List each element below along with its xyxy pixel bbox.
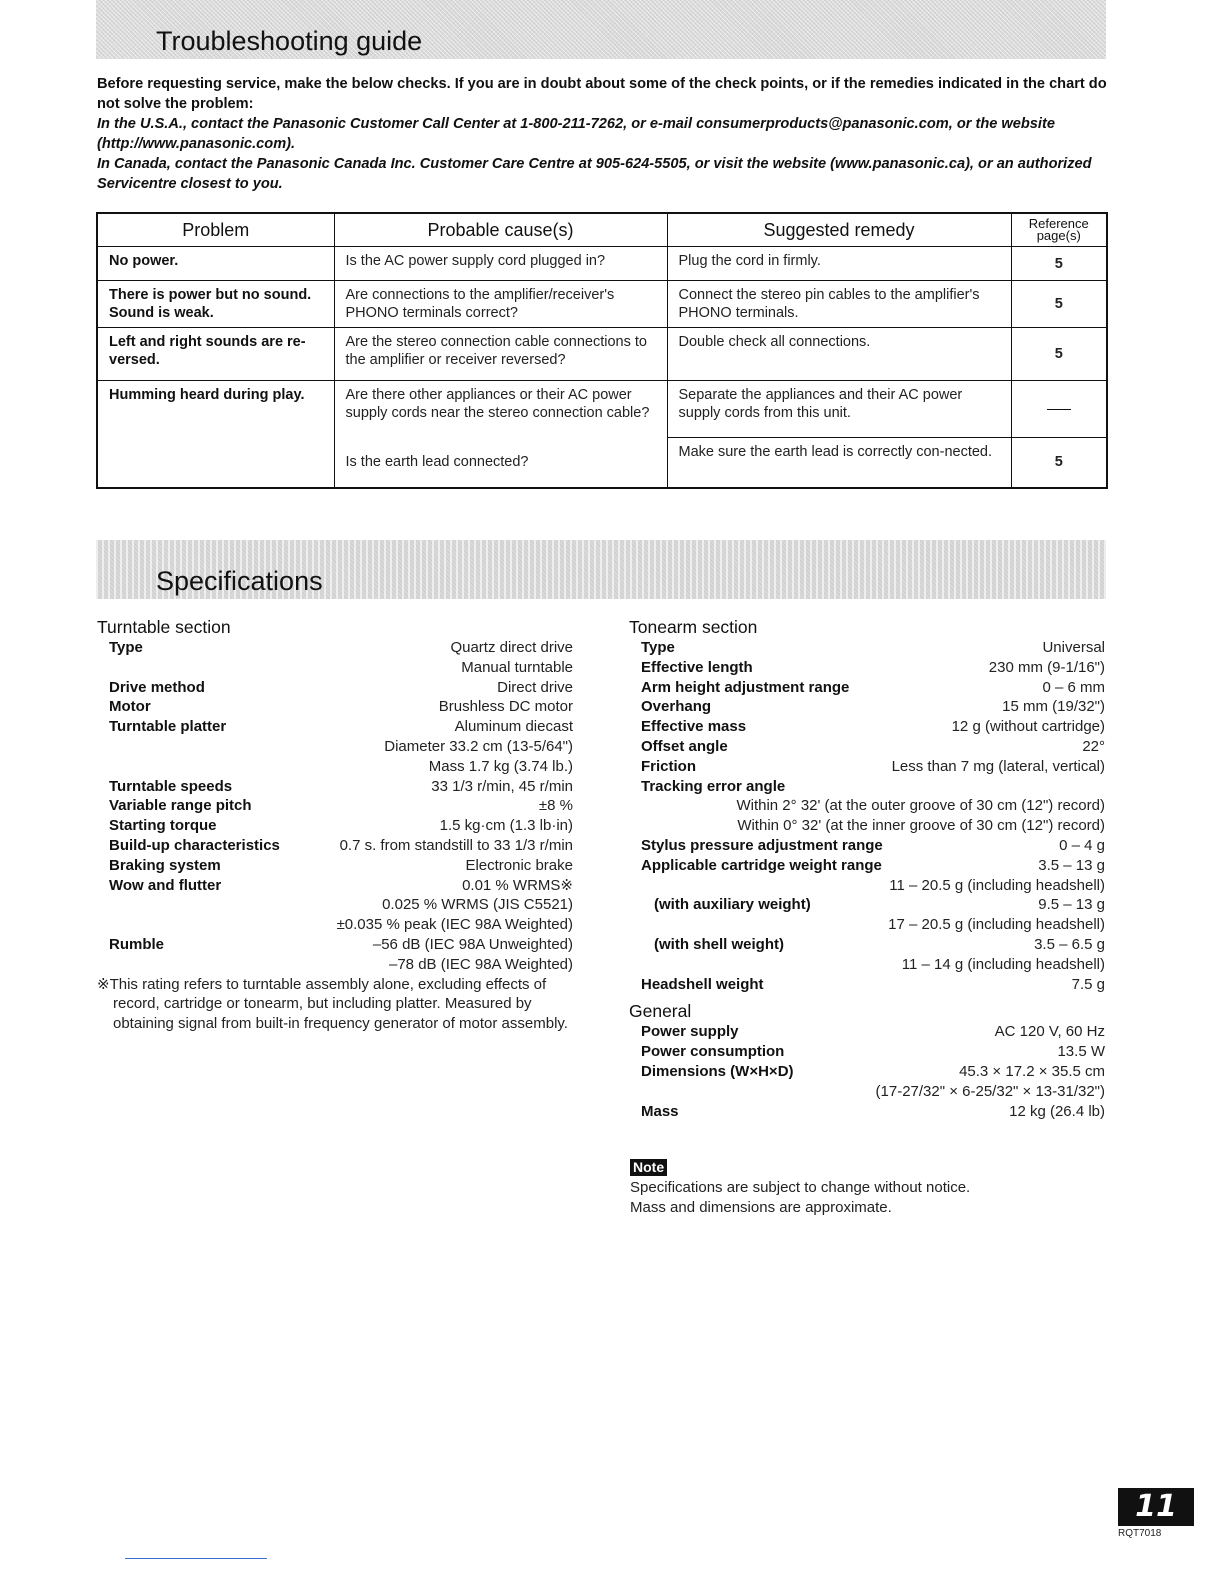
reference-cell: [1011, 381, 1107, 438]
spec-row-starting-torque: [97, 816, 573, 836]
spec-row-braking-system: [97, 856, 573, 876]
specifications-title: Specifications: [156, 566, 323, 596]
spec-value: 0.025 % WRMS (JIS C5521): [382, 896, 573, 914]
spec-row-turntable-speeds: [97, 777, 573, 797]
spec-row-turntable-platter: [97, 717, 573, 737]
cause-cell: Is the earth lead connected?: [334, 438, 667, 488]
troubleshooting-title: Troubleshooting guide: [156, 26, 423, 56]
spec-value: Quartz direct drive: [450, 639, 573, 656]
spec-label: Applicable cartridge weight range: [641, 856, 882, 874]
turntable-spec-list: [97, 638, 573, 975]
note-line: Mass and dimensions are approximate.: [630, 1199, 892, 1216]
spec-label: Power consumption: [641, 1043, 785, 1061]
spec-row-power-supply: [629, 1022, 1105, 1042]
spec-value: 0 – 4 g: [1059, 836, 1105, 854]
spec-value: Diameter 33.2 cm (13-5/64"): [384, 737, 573, 755]
intro-canada-contact: In Canada, contact the Panasonic Canada Inc. Customer Care Centre at 905-624-5505, or visit the website (www.panasonic.ca), or an authorized Servicentre closest to you.: [97, 156, 1092, 192]
tonearm-heading: Tonearm section: [629, 617, 758, 637]
spec-label: Type: [641, 639, 675, 656]
spec-row-variable-range-pitch: [97, 796, 573, 816]
spec-value: 11 – 14 g (including headshell): [901, 955, 1105, 973]
spec-label: Wow and flutter: [109, 876, 222, 894]
spec-row-applicable-cartridge-weight-range: [629, 856, 1105, 876]
troubleshooting-banner: [96, 0, 1106, 59]
intro-checks: Before requesting service, make the below checks. If you are in doubt about some of the check points, or if the remedies indicated in the chart do not solve the problem:: [97, 76, 1107, 112]
spec-label: (with shell weight): [654, 935, 784, 953]
spec-label: Effective length: [641, 658, 753, 676]
tonearm-spec-list: [629, 638, 1105, 994]
general-heading: General: [629, 1001, 692, 1022]
spec-value: 1.5 kg·cm (1.3 lb·in): [439, 817, 573, 835]
spec-value: 33 1/3 r/min, 45 r/min: [431, 777, 573, 795]
spec-row-offset-angle: [629, 737, 1105, 757]
spec-label: Type: [109, 639, 143, 656]
spec-value: Within 0° 32' (at the inner groove of 30 cm (12") record): [737, 817, 1105, 835]
general-spec-list: [629, 1022, 1105, 1121]
problem-cell: No power.: [97, 247, 334, 281]
spec-label: Arm height adjustment range: [641, 678, 850, 696]
spec-row-tracking-error-angle: [629, 777, 1105, 797]
spec-value: Direct drive: [497, 678, 573, 696]
tonearm-section: [629, 616, 1105, 1121]
spec-label: Tracking error angle: [641, 777, 786, 795]
cause-cell: Are there other appliances or their AC power supply cords near the stereo connection cable?: [334, 381, 667, 438]
spec-value: 12 g (without cartridge): [951, 718, 1105, 736]
spec-label: Friction: [641, 757, 696, 775]
spec-row-dimensions-w-h-d: [629, 1062, 1105, 1082]
spec-value: 230 mm (9-1/16"): [988, 658, 1105, 676]
cause-cell: Is the AC power supply cord plugged in?: [334, 247, 667, 281]
remedy-cell: Separate the appliances and their AC power supply cords from this unit.: [667, 381, 1011, 438]
spec-row-friction: [629, 757, 1105, 777]
note-line: Specifications are subject to change without notice.: [630, 1179, 971, 1196]
table-row: [97, 281, 1107, 328]
header-remedy: Suggested remedy: [667, 213, 1011, 247]
page-number: 11: [1118, 1488, 1194, 1526]
spec-label: Drive method: [109, 678, 205, 696]
spec-value: Universal: [1042, 639, 1105, 656]
turntable-section: [97, 616, 573, 1034]
remedy-cell: Plug the cord in firmly.: [667, 247, 1011, 281]
spec-value: 13.5 W: [1057, 1043, 1105, 1061]
table-row: [97, 381, 1107, 438]
spec-row-motor: [97, 697, 573, 717]
spec-value: –78 dB (IEC 98A Weighted): [389, 955, 573, 973]
spec-value: 45.3 × 17.2 × 35.5 cm: [959, 1062, 1105, 1080]
spec-row-mass: [629, 1102, 1105, 1122]
remedy-cell: Connect the stereo pin cables to the amplifier's PHONO terminals.: [667, 281, 1011, 328]
spec-label: Braking system: [109, 856, 221, 874]
table-row: [97, 328, 1107, 381]
spec-row-with-auxiliary-weight: [629, 895, 1105, 915]
spec-value: ±0.035 % peak (IEC 98A Weighted): [336, 916, 573, 934]
reference-cell: 5: [1011, 328, 1107, 381]
note-badge: Note: [630, 1159, 667, 1176]
header-cause: Probable cause(s): [334, 213, 667, 247]
spec-value: ±8 %: [538, 797, 573, 815]
spec-row-build-up-characteristics: [97, 836, 573, 856]
document-code: RQT7018: [1118, 1528, 1162, 1539]
spec-label: (with auxiliary weight): [654, 896, 811, 914]
spec-label: Variable range pitch: [109, 797, 252, 815]
spec-row-type: [97, 638, 573, 658]
spec-label: Power supply: [641, 1023, 739, 1041]
table-row: [97, 247, 1107, 281]
spec-row-type: [629, 638, 1105, 658]
spec-row-with-shell-weight: [629, 935, 1105, 955]
spec-value: 3.5 – 13 g: [1038, 856, 1105, 874]
spec-value: 9.5 – 13 g: [1038, 896, 1105, 914]
spec-value: 11 – 20.5 g (including headshell): [889, 876, 1105, 894]
header-reference: Reference page(s): [1011, 213, 1107, 247]
spec-label: Stylus pressure adjustment range: [641, 836, 883, 854]
spec-value: Within 2° 32' (at the outer groove of 30 cm (12") record): [736, 797, 1105, 815]
spec-value: 15 mm (19/32"): [1002, 698, 1105, 716]
spec-row-power-consumption: [629, 1042, 1105, 1062]
spec-value: Less than 7 mg (lateral, vertical): [891, 757, 1105, 775]
troubleshooting-table: [96, 212, 1108, 489]
intro-usa-contact: In the U.S.A., contact the Panasonic Customer Call Center at 1-800-211-7262, or e-mail consumerproducts@panasonic.com, or the website (http://www.panasonic.com).: [97, 116, 1055, 152]
spec-label: Rumble: [109, 935, 165, 953]
spec-value: –56 dB (IEC 98A Unweighted): [372, 935, 573, 953]
spec-value: 0 – 6 mm: [1042, 678, 1105, 696]
spec-label: Headshell weight: [641, 975, 764, 993]
cause-cell: Are the stereo connection cable connections to the amplifier or receiver reversed?: [334, 328, 667, 381]
spec-value: Electronic brake: [465, 856, 573, 874]
reference-cell: 5: [1011, 438, 1107, 488]
problem-cell: There is power but no sound. Sound is weak.: [97, 281, 334, 328]
reference-cell: 5: [1011, 281, 1107, 328]
spec-value: (17-27/32" × 6-25/32" × 13-31/32"): [875, 1082, 1105, 1100]
specifications-banner: [96, 540, 1106, 599]
spec-value: 0.01 % WRMS※: [462, 876, 573, 894]
spec-value: 0.7 s. from standstill to 33 1/3 r/min: [339, 836, 573, 854]
spec-label: Effective mass: [641, 718, 747, 736]
header-problem: Problem: [97, 213, 334, 247]
turntable-heading: Turntable section: [97, 617, 231, 637]
spec-value: Mass 1.7 kg (3.74 lb.): [428, 757, 573, 775]
spec-value: 17 – 20.5 g (including headshell): [888, 916, 1105, 934]
spec-label: Offset angle: [641, 737, 728, 755]
troubleshooting-intro: [97, 74, 1109, 194]
spec-row-effective-length: [629, 658, 1105, 678]
spec-label: Turntable platter: [109, 718, 227, 736]
note-text: [630, 1178, 970, 1218]
remedy-cell: Make sure the earth lead is correctly con-nected.: [667, 438, 1011, 488]
dash-mark: [1047, 409, 1071, 410]
spec-row-rumble: [97, 935, 573, 955]
divider-line: [125, 1558, 267, 1559]
turntable-footnote: ※This rating refers to turntable assembly alone, excluding effects of record, cartridge or tonearm, but including platter. Measured by obtaining signal from built-in frequency generator of motor assembly.: [97, 975, 568, 1033]
spec-row-stylus-pressure-adjustment-range: [629, 836, 1105, 856]
spec-value: AC 120 V, 60 Hz: [994, 1023, 1105, 1041]
spec-value: 22°: [1082, 737, 1105, 755]
spec-value: Manual turntable: [461, 658, 573, 676]
spec-label: Overhang: [641, 698, 712, 716]
spec-row-effective-mass: [629, 717, 1105, 737]
spec-row-headshell-weight: [629, 975, 1105, 995]
cause-cell: Are connections to the amplifier/receiver's PHONO terminals correct?: [334, 281, 667, 328]
spec-label: Motor: [109, 698, 151, 716]
problem-cell: Humming heard during play.: [97, 381, 334, 488]
spec-label: Dimensions (W×H×D): [641, 1062, 794, 1080]
spec-value: Brushless DC motor: [438, 698, 573, 716]
spec-value: 7.5 g: [1071, 975, 1105, 993]
reference-cell: 5: [1011, 247, 1107, 281]
spec-label: Turntable speeds: [109, 777, 233, 795]
spec-label: Build-up characteristics: [109, 836, 280, 854]
problem-cell: Left and right sounds are re-versed.: [97, 328, 334, 381]
spec-row-drive-method: [97, 678, 573, 698]
spec-row-overhang: [629, 697, 1105, 717]
spec-label: Mass: [641, 1102, 679, 1120]
spec-label: Starting torque: [109, 817, 217, 835]
spec-value: Aluminum diecast: [454, 718, 573, 736]
spec-value: 3.5 – 6.5 g: [1034, 935, 1105, 953]
spec-row-arm-height-adjustment-range: [629, 678, 1105, 698]
spec-value: 12 kg (26.4 lb): [1009, 1102, 1105, 1120]
remedy-cell: Double check all connections.: [667, 328, 1011, 381]
table-header-row: [97, 213, 1107, 247]
spec-row-wow-and-flutter: [97, 876, 573, 896]
